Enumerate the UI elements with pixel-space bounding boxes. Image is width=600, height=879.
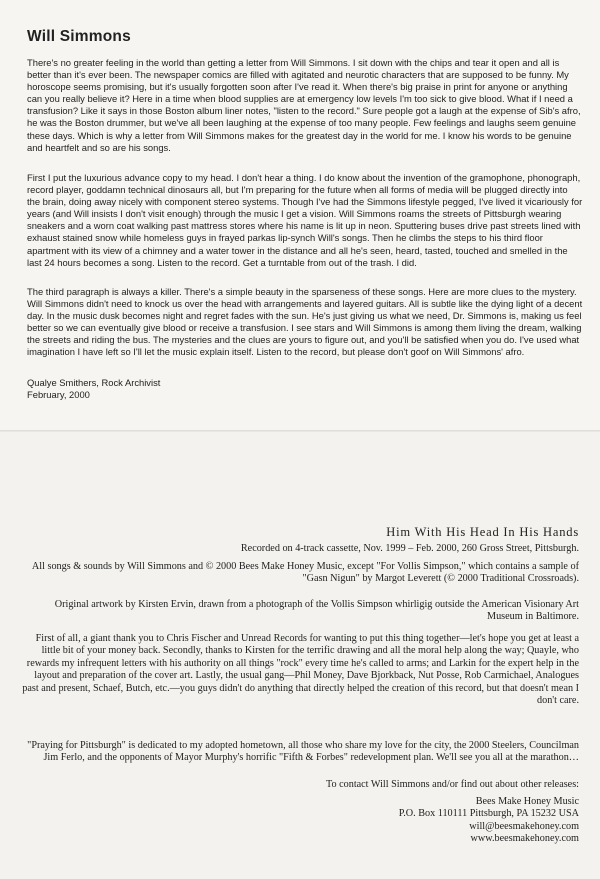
contact-address bbox=[399, 796, 579, 846]
contact-line: To contact Will Simmons and/or find out about other releases: bbox=[325, 779, 579, 790]
recording-info: Recorded on 4-track cassette, Nov. 1999 – Feb. 2000, 260 Gross Street, Pittsburgh. bbox=[240, 543, 579, 554]
postal-address: P.O. Box 110111 Pittsburgh, PA 15232 USA bbox=[398, 808, 579, 820]
acknowledgements: First of all, a giant thank you to Chris Fischer and Unread Records for wanting to put this thing together—let's hope you get at least a little bit of your money back. Secondly, thanks to Kirsten for the terrific drawing and all the moral help along the way; Quayle, who rewards my infrequent letters with his authority on all things "rock" every time he's called to arms; and Larkin for the expert help in the layout and preparation of the cover art. Lastly, the usual gang—Phil Money, Dave Bjorkback, Nut Posse, Rob Carmichael, Analogues past and present, Schaef, Butch, etc.—you guys didn't do anything that directly helped the creation of this record, but that doesn't mean I don't care. bbox=[22, 633, 579, 707]
label-company: Bees Make Honey Music bbox=[475, 796, 579, 807]
signature-name: Qualye Smithers, Rock Archivist bbox=[27, 377, 161, 388]
liner-notes-paragraph-1: There's no greater feeling in the world than getting a letter from Will Simmons. I sit down with the chips and tear it open and all is better than it's ever been. The newspaper comics are filled with agitated and neurotic characters that are supposed to be funny. My horoscope seems promising, but it's usually forgotten soon after I've read it. When there's big praise in print for anyone or anything can you really believe it? Here in a time when blood supplies are at emergency low levels I'm too sick to give blood. What if I need a transfusion? Like it says in those Boston album liner notes, "listen to the record." Sure people got a laugh at the expense of Sib's afro, he was the Boston drummer, but we've all been laughing at the expense of too many people. Few feelings and laughs seem genuine these days. Which is why a letter from Will Simmons makes for the greatest day in the world for me. I know his words to be genuine and heartfelt and so are his songs. bbox=[27, 57, 581, 153]
album-title: Him With His Head In His Hands bbox=[386, 525, 579, 540]
artwork-credit: Original artwork by Kirsten Ervin, drawn from a photograph of the Vollis Simpson whirligig outside the American Visionary Art Museum in Baltimore. bbox=[54, 599, 579, 623]
dedication: "Praying for Pittsburgh" is dedicated to my adopted hometown, all those who share my love for the city, the 2000 Steelers, Councilman Jim Ferlo, and the opponents of Mayor Murphy's horrific "Fifth & Forbes" redevelopment plan. We'll see you all at the marathon… bbox=[27, 740, 579, 764]
email-address: will@beesmakehoney.com bbox=[469, 820, 579, 832]
signature-date: February, 2000 bbox=[27, 389, 90, 400]
liner-notes-paragraph-2: First I put the luxurious advance copy to my head. I don't hear a thing. I do know about the invention of the gramophone, phonograph, record player, goddamn technical dinosaurs all, but I'm preparing for the future when all forms of media will be plugged directly into the brain, doing away nicely with component stereo systems. Though I've had the Simmons lifestyle pegged, I've lived it vicariously for years (and Will insists I don't visit enough) through the music I get a vision. Will Simmons roams the streets of Pittsburgh wearing sneakers and a worn coat walking past mattress stores where his name is lit up in neon. Sputtering buses drive past streets lined with exhaust stained snow while homeless guys in frayed parkas lip-synch Will's songs. Then he climbs the steps to his third floor apartment with its view of a chimney and a water tower in the distance and all he's seen, heard, tasted, touched and smelled in the last 24 hours becomes a song. Listen to the record. Get a turntable from out of the trash. I did. bbox=[27, 172, 583, 268]
liner-notes-paragraph-3: The third paragraph is always a killer. There's a simple beauty in the sparseness of these songs. Here are more clues to the mystery. Will Simmons didn't need to knock us over the head with arrangements and layered guitars. All is subtle like the dying light of a decent day. In the music dusk becomes night and regret fades with the sun. He's just giving us what we need, Dr. Simmons is, making us feel better so we can eventually give blood or receive a transfusion. I see stars and Will Simmons is among them living the dream, walking the streets and riding the bus. The mysteries and the clues are yours to figure out, and you'll be satisfied when you do. I've used what imagination I have left so I'll let the music explain itself. Listen to the record, but please don't goof on Will Simmons' afro. bbox=[27, 286, 583, 358]
song-credits: All songs & sounds by Will Simmons and © 2000 Bees Make Honey Music, except "For Vollis Simpson," which contains a sample of "Gasn Nigun" by Margot Leverett (© 2000 Traditional Crossroads). bbox=[31, 561, 579, 585]
website-address: www.beesmakehoney.com bbox=[470, 833, 579, 845]
liner-notes-title: Will Simmons bbox=[27, 28, 131, 45]
